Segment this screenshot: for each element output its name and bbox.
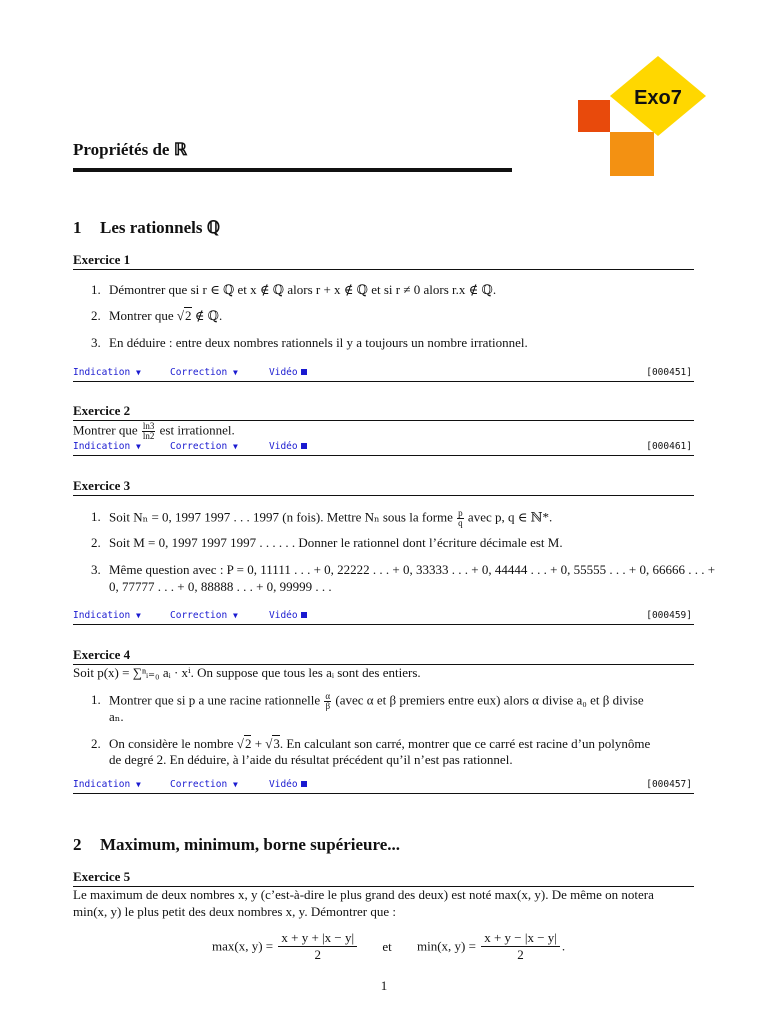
logo-orange-square: [610, 132, 654, 176]
triangle-down-icon: ▼: [232, 780, 238, 789]
section-title: Les rationnels ℚ: [100, 218, 221, 237]
item-number: 2.: [91, 736, 101, 751]
exercise-heading: Exercice 3: [73, 478, 694, 496]
exercise-intro: Soit p(x) = ∑ⁿᵢ₌₀ aᵢ · xⁱ. On suppose que tous les aᵢ sont des entiers.: [73, 665, 421, 680]
section-heading: [73, 218, 220, 238]
fraction: $\frac{x + y + |x - y|}{2}$: [278, 930, 357, 963]
item-text: Même question avec : P = 0, 11111 . . . + 0, 22222 . . . + 0, 33333 . . . + 0, 44444 . . . + 0, 55555 . . . + 0, 66666 . . . +: [109, 562, 716, 577]
item-text: On considère le nombre √2 + √3. En calculant son carré, montrer que ce carré est racine d’un polynôme: [109, 736, 651, 751]
video-link[interactable]: Vidéo: [269, 610, 307, 621]
exercise-reference: [000461]: [646, 441, 692, 452]
item-text-continued: de degré 2. En déduire, à l’aide du résultat précédent qu’il n’est pas rationnel.: [109, 752, 513, 767]
fraction: $\frac{\alpha}{\beta}$: [325, 691, 331, 711]
item-number: 1.: [91, 282, 101, 297]
indication-link[interactable]: Indication ▼: [73, 779, 141, 790]
item-number: 3.: [91, 335, 101, 350]
item-number: 1.: [91, 692, 101, 707]
document-title: Propriétés de ℝ: [73, 140, 188, 159]
title-rule: [73, 168, 512, 172]
exercise-text: Montrer que $\frac{\ln 3}{\ln 2}$ est irrationnel.: [73, 421, 235, 441]
video-square-icon: [301, 369, 307, 375]
item-text: Montrer que √2 ∉ ℚ.: [109, 308, 223, 323]
item-text: Soit Nₙ = 0, 1997 1997 . . . 1997 (n fois). Mettre Nₙ sous la forme $\frac{p}{q}$ avec p, q ∈ ℕ*.: [109, 508, 553, 528]
exercise-heading: Exercice 5: [73, 869, 694, 887]
exercise-heading: Exercice 4: [73, 647, 694, 665]
exercise-heading: Exercice 1: [73, 252, 694, 270]
section-number: 1: [73, 218, 82, 237]
correction-link[interactable]: Correction ▼: [170, 779, 238, 790]
correction-link[interactable]: Correction ▼: [170, 367, 238, 378]
item-text-continued: 0, 77777 . . . + 0, 88888 . . . + 0, 99999 . . .: [109, 579, 332, 594]
logo-text: Exo7: [634, 87, 682, 109]
video-link[interactable]: Vidéo: [269, 367, 307, 378]
exercise-text-continued: min(x, y) le plus petit des deux nombres x, y. Démontrer que :: [73, 904, 397, 919]
item-number: 1.: [91, 509, 101, 524]
exercise-footer: [73, 440, 694, 456]
section-number: 2: [73, 835, 82, 854]
item-text: En déduire : entre deux nombres rationnels il y a toujours un nombre irrationnel.: [109, 335, 528, 350]
item-text: Démontrer que si r ∈ ℚ et x ∉ ℚ alors r + x ∉ ℚ et si r ≠ 0 alors r.x ∉ ℚ.: [109, 282, 497, 297]
item-number: 2.: [91, 308, 101, 323]
section-title: Maximum, minimum, borne supérieure...: [100, 835, 401, 854]
section-heading: [73, 835, 400, 855]
fraction: $\frac{x + y - |x - y|}{2}$: [481, 930, 560, 963]
exercise-reference: [000451]: [646, 367, 692, 378]
triangle-down-icon: ▼: [135, 780, 141, 789]
video-square-icon: [301, 612, 307, 618]
video-link[interactable]: Vidéo: [269, 779, 307, 790]
exercise-reference: [000459]: [646, 610, 692, 621]
exercise-heading: Exercice 2: [73, 403, 694, 421]
fraction: $\frac{\ln 3}{\ln 2}$: [142, 421, 155, 441]
triangle-down-icon: ▼: [135, 611, 141, 620]
video-link[interactable]: Vidéo: [269, 441, 307, 452]
correction-link[interactable]: Correction ▼: [170, 610, 238, 621]
indication-link[interactable]: Indication ▼: [73, 367, 141, 378]
exo7-logo: [578, 56, 718, 176]
correction-link[interactable]: Correction ▼: [170, 441, 238, 452]
triangle-down-icon: ▼: [232, 442, 238, 451]
item-text: Montrer que si p a une racine rationnelle $\frac{\alpha}{\beta}$ (avec α et β premiers entre eux) alors α divise a₀ et β divise: [109, 691, 644, 711]
formula: max(x, y) = $\frac{x + y + |x - y|}{2}$ et min(x, y) = $\frac{x + y - |x - y|}{2}$ .: [212, 930, 566, 962]
indication-link[interactable]: Indication ▼: [73, 610, 141, 621]
exercise-footer: [73, 366, 694, 382]
page-number: 1: [380, 978, 388, 993]
item-number: 3.: [91, 562, 101, 577]
triangle-down-icon: ▼: [232, 611, 238, 620]
exercise-footer: [73, 609, 694, 625]
indication-link[interactable]: Indication ▼: [73, 441, 141, 452]
video-square-icon: [301, 443, 307, 449]
item-text-continued: aₙ.: [109, 709, 124, 724]
fraction: $\frac{p}{q}$: [458, 508, 463, 528]
logo-red-square: [578, 100, 610, 132]
item-number: 2.: [91, 535, 101, 550]
triangle-down-icon: ▼: [135, 442, 141, 451]
triangle-down-icon: ▼: [232, 368, 238, 377]
exercise-footer: [73, 778, 694, 794]
exercise-reference: [000457]: [646, 779, 692, 790]
exercise-text: Le maximum de deux nombres x, y (c’est-à-dire le plus grand des deux) est noté max(x, y). De même on notera: [73, 887, 654, 902]
video-square-icon: [301, 781, 307, 787]
triangle-down-icon: ▼: [135, 368, 141, 377]
item-text: Soit M = 0, 1997 1997 1997 . . . . . . Donner le rationnel dont l’écriture décimale est M.: [109, 535, 563, 550]
